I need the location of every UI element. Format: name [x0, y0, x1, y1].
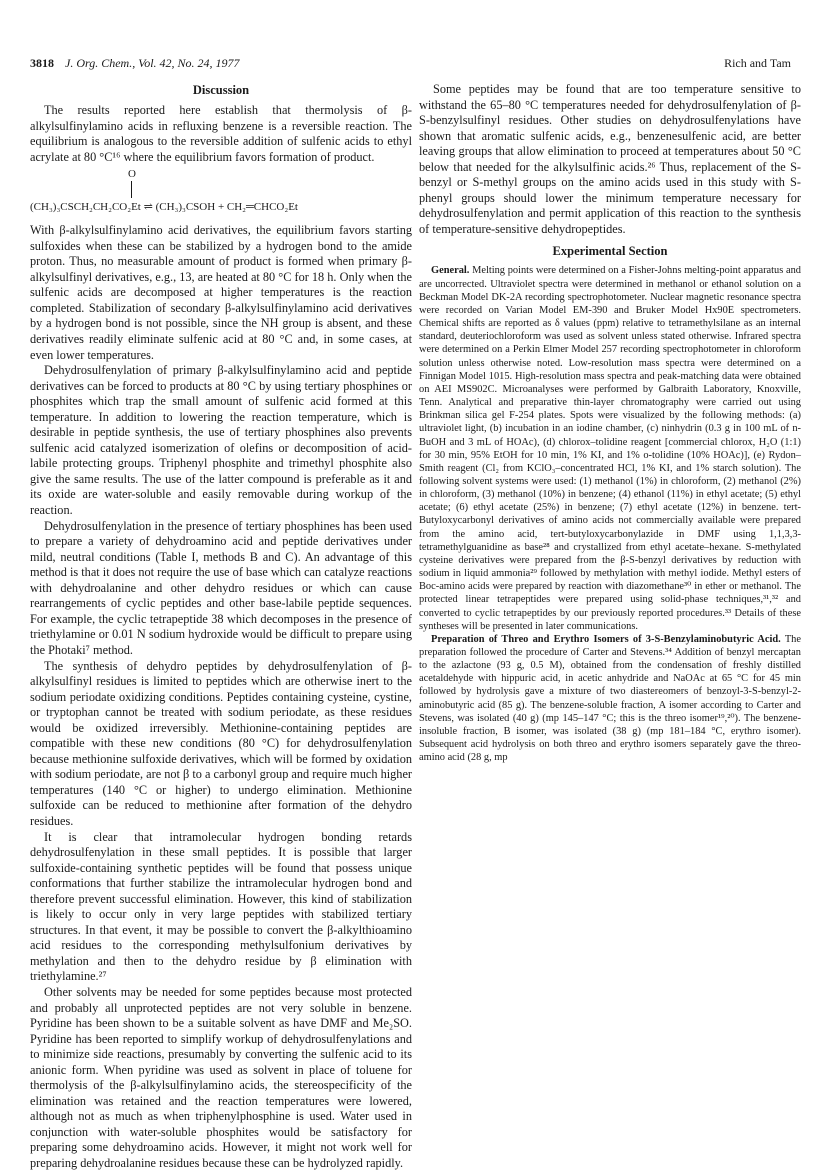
journal-citation: J. Org. Chem., Vol. 42, No. 24, 1977: [65, 56, 240, 70]
running-head-authors: Rich and Tam: [724, 56, 791, 70]
discussion-paragraph-6: It is clear that intramolecular hydrogen bonding retards dehydrosulfenylation in these small peptides. It is possible that larger sulfoxide-containing synthetic peptides will be found that possess unique conformations that further stabilize the intramolecular hydrogen bond and therefore prevent successful elimination. However, this kind of stabilization is likely to occur only in very large peptides with stabilized tertiary structures. In that event, it may be possible to convert the β-alkylthioamino acid residues to the corresponding methylsulfonium derivatives by methylation and then to the dehydro residue by β elimination with triethylamine.²⁷: [30, 829, 412, 984]
preparation-text: The preparation followed the procedure of Carter and Stevens.³⁴ Addition of benzyl mercaptan to the azlactone (93 g, 0.5 M), obtained from the condensation of freshly distilled acetaldehyde with hippuric acid, in acetic anhydride and NaOAc at 65 °C for 45 min followed by hydrolysis gave a mixture of two diastereomers of benzoyl-3-S-benzyl-2-aminobutyric acid (85 g). The benzene-soluble fraction, A isomer according to Carter and Stevens, was isolated (40 g) (mp 145–147 °C; this is the threo isomer¹⁹,²⁰). The benzene-insoluble fraction, B isomer, was isolated (38 g) (mp 181–184 °C, erythro isomer). Subsequent acid hydrolysis on both threo and erythro isomers separately gave the threo-amino acid (28 g, mp: [419, 633, 801, 764]
discussion-paragraph-7: Other solvents may be needed for some peptides because most protected and probably all unprotected peptides are not very soluble in benzene. Pyridine has been shown to be a suitable solvent as have DMF and Me₂SO. Pyridine has been reported to simplify workup of dehydrosulfenylations and to minimize side reactions, presumably by converting the sulfenic acid to its anionic form. When pyridine was used as solvent in place of toluene for thermolysis of the β-alkylsulfinylamino acids, the stereospecificity of the elimination was retained and the reaction temperatures were lowered, although not as much as when triphenylphosphine is used. Water used in conjunction with water-soluble phosphites would be satisfactory for preparing some dehydroamino acids. However, it might not work well for preparing dehydroalanine residues because these can be hydrolyzed rapidly.: [30, 984, 412, 1170]
general-runin: General.: [431, 265, 470, 277]
experimental-body: [419, 264, 801, 764]
general-text: Melting points were determined on a Fisher-Johns melting-point apparatus and are uncorrected. Ultraviolet spectra were determined in methanol or ethanol solution on a Beckman Model DK-2A recording spectrophotometer. Nuclear magnetic resonance spectra were recorded on Varian Model EM-390 and Bruker Model Hx90E spectrometers. Chemical shifts are reported as δ values (ppm) relative to tetramethylsilane as an internal standard, deuteriochloroform was used as solvent unless stated otherwise. Infrared spectra were determined on a Perkin Elmer Model 257 recording spectrophotometer in chloroform solution unless otherwise noted. Low-resolution mass spectra were determined on a Finnigan Model 1015. High-resolution mass spectra and peak-matching data were obtained on AEI MS902C. Microanalyses were performed by Galbraith Laboratory, Knoxville, Tenn. Analytical and preparative thin-layer chromatography were carried out using Brinkman silica gel F-254 plates. Spots were visualized by the following methods: (a) ultraviolet light, (b) incubation in an iodine chamber, (c) ninhydrin (0.3 g in 100 mL of n-BuOH and 3 mL of HOAc), (d) chlorox–tolidine reagent [commercial chlorox, H₂O (1:1) for 30 min, 95% EtOH for 10 min, 1% KI, and 1% o-tolidine (10% HOAc)], (e) Rydon–Smith reagent (Cl₂ from KClO₃–concentrated HCl, 1% KI, and 1% starch solution). The following solvent systems were used: (1) methanol (1%) in chloroform, (2) methanol (2%) in chloroform, (3) methanol (10%) in benzene; (4) ethanol (11%) in ethyl acetate; (5) ethyl acetate; (6) ethyl acetate (25%) in benzene; (7) ethyl acetate (12%) in benzene. tert-Butyloxycarbonyl derivatives of amino acids not commercially available were prepared from the amino acid, tert-butyloxycarbonylazide in DMF using 1,1,3,3-tetramethylguanidine as base²⁸ and crystallized from ethyl acetate–hexane. S-methylated cysteine derivatives were prepared from the β-S-benzyl derivatives by reduction with sodium in liquid ammonia²⁹ followed by methylation with methyl iodide. Methyl esters of Boc-amino acids were prepared by reaction with diazomethane³⁰ in ether or methanol. The protected linear tetrapeptides were prepared using solid-phase techniques,³¹,³² and converted to cyclic tetrapeptides by our previously reported procedures.³³ Details of these syntheses will be presented in later communications.: [419, 265, 801, 632]
discussion-paragraph-4: Dehydrosulfenylation in the presence of tertiary phosphines has been used to prepare a variety of dehydroamino acid and peptide derivatives under mild, neutral conditions (Table I, methods B and C). An advantage of this method is that it does not require the use of base which can catalyze reactions with dehydroalanine and other dehydro residues or which can cause rearrangements of cyclic peptides and other base-labile peptide sequences. For example, the cyclic tetrapeptide 38 which decomposes in the presence of triethylamine or 0.01 N sodium hydroxide would be difficult to prepare using the Photaki⁷ method.: [30, 518, 412, 657]
discussion-paragraph-2: With β-alkylsulfinylamino acid derivatives, the equilibrium favors starting sulfoxides when these can be stabilized by a hydrogen bond to the amide proton. Thus, no measurable amount of product is formed when primary β-alkylsulfinyl derivatives, e.g., 13, are heated at 80 °C for 18 h. Only when the sulfenic acids are decomposed at higher temperatures is the reaction completed. Stabilization of secondary β-alkylsulfinylamino acid derivatives by a hydrogen bond is not possible, since the NH group is absent, and these derivatives readily eliminate sulfenic acid at 80 °C and, in some cases, at even lower temperatures.: [30, 223, 412, 362]
preparation-paragraph: [419, 633, 801, 765]
experimental-heading: Experimental Section: [552, 244, 668, 259]
running-head-left: [30, 56, 240, 70]
discussion-paragraph-3: Dehydrosulfenylation of primary β-alkylsulfinylamino acid and peptide derivatives can be forced to products at 80 °C by using tertiary phosphines or phosphites which trap the small amount of sulfenic acid formed at this temperature. In addition to lowering the reaction temperature, which is desirable in peptide synthesis, the use of tertiary phosphines also prevents sulfenic acid catalyzed isomerization of olefins or decomposition of acid-labile protecting groups. Triphenyl phosphite and trimethyl phosphite also give the same results. The use of the latter compound is preferable as it and its oxide are water-soluble and easily removable during workup of the reaction.: [30, 363, 412, 518]
page-number: 3818: [30, 56, 54, 70]
sulfoxide-bond-line: [131, 181, 132, 198]
sulfoxide-oxygen: O: [128, 168, 136, 181]
equation-formula: (CH₃)₃CSCH₂CH₂CO₂Et ⇌ (CH₃)₃CSOH + CH₂═CHCO₂Et: [30, 201, 298, 214]
discussion-paragraph-1: The results reported here establish that thermolysis of β-alkylsulfinylamino acids in refluxing benzene is a reversible reaction. The equilibrium is analogous to the reversible addition of sulfenic acids to ethyl acrylate at 80 °C¹⁶ where the equilibrium favors formation of product.: [30, 103, 412, 164]
preparation-runin: Preparation of Threo and Erythro Isomers of 3-S-Benzylaminobutyric Acid.: [431, 633, 781, 645]
equilibrium-equation: [30, 167, 412, 221]
discussion-paragraph-5: The synthesis of dehydro peptides by dehydrosulfenylation of β-alkylsulfinyl residues is limited to peptides which are otherwise inert to the sodium periodate oxidizing conditions. Peptides containing cysteine, cystine, or tryptophan cannot be treated with sodium periodate, as these residues would be oxidized irreversibly. Methionine-containing peptides are compatible with these new conditions (80 °C) for dehydrosulfenylation because methionine sulfoxide derivatives, which will be formed by oxidation with sodium periodate, are not β to a carbonyl group and require much higher temperatures (140 °C or higher) to undergo elimination. Methionine sulfoxide can be reduced to methionine after formation of the dehydro residues.: [30, 658, 412, 828]
right-column: [419, 82, 801, 764]
discussion-heading: Discussion: [192, 83, 250, 97]
left-column: [30, 82, 412, 1172]
general-paragraph: [419, 264, 801, 632]
discussion-paragraph-8: Some peptides may be found that are too temperature sensitive to withstand the 65–80 °C temperatures needed for dehydrosulfenylation of β-S-benzylsulfinyl residues. Other studies on dehydrosulfenylations have shown that aromatic sulfenic acids, e.g., benzenesulfenic acid, are better leaving groups that allow elimination to proceed at temperatures about 50 °C below that needed for the alkylsulfinic acids.²⁶ Thus, replacement of the S-benzyl or S-methyl groups on the amino acids used in this study with S-phenyl groups should lower the minimum temperature necessary for dehydrosulfenylation and permit application of this reaction to the synthesis of temperature-sensitive dehydropeptides.: [419, 82, 801, 236]
